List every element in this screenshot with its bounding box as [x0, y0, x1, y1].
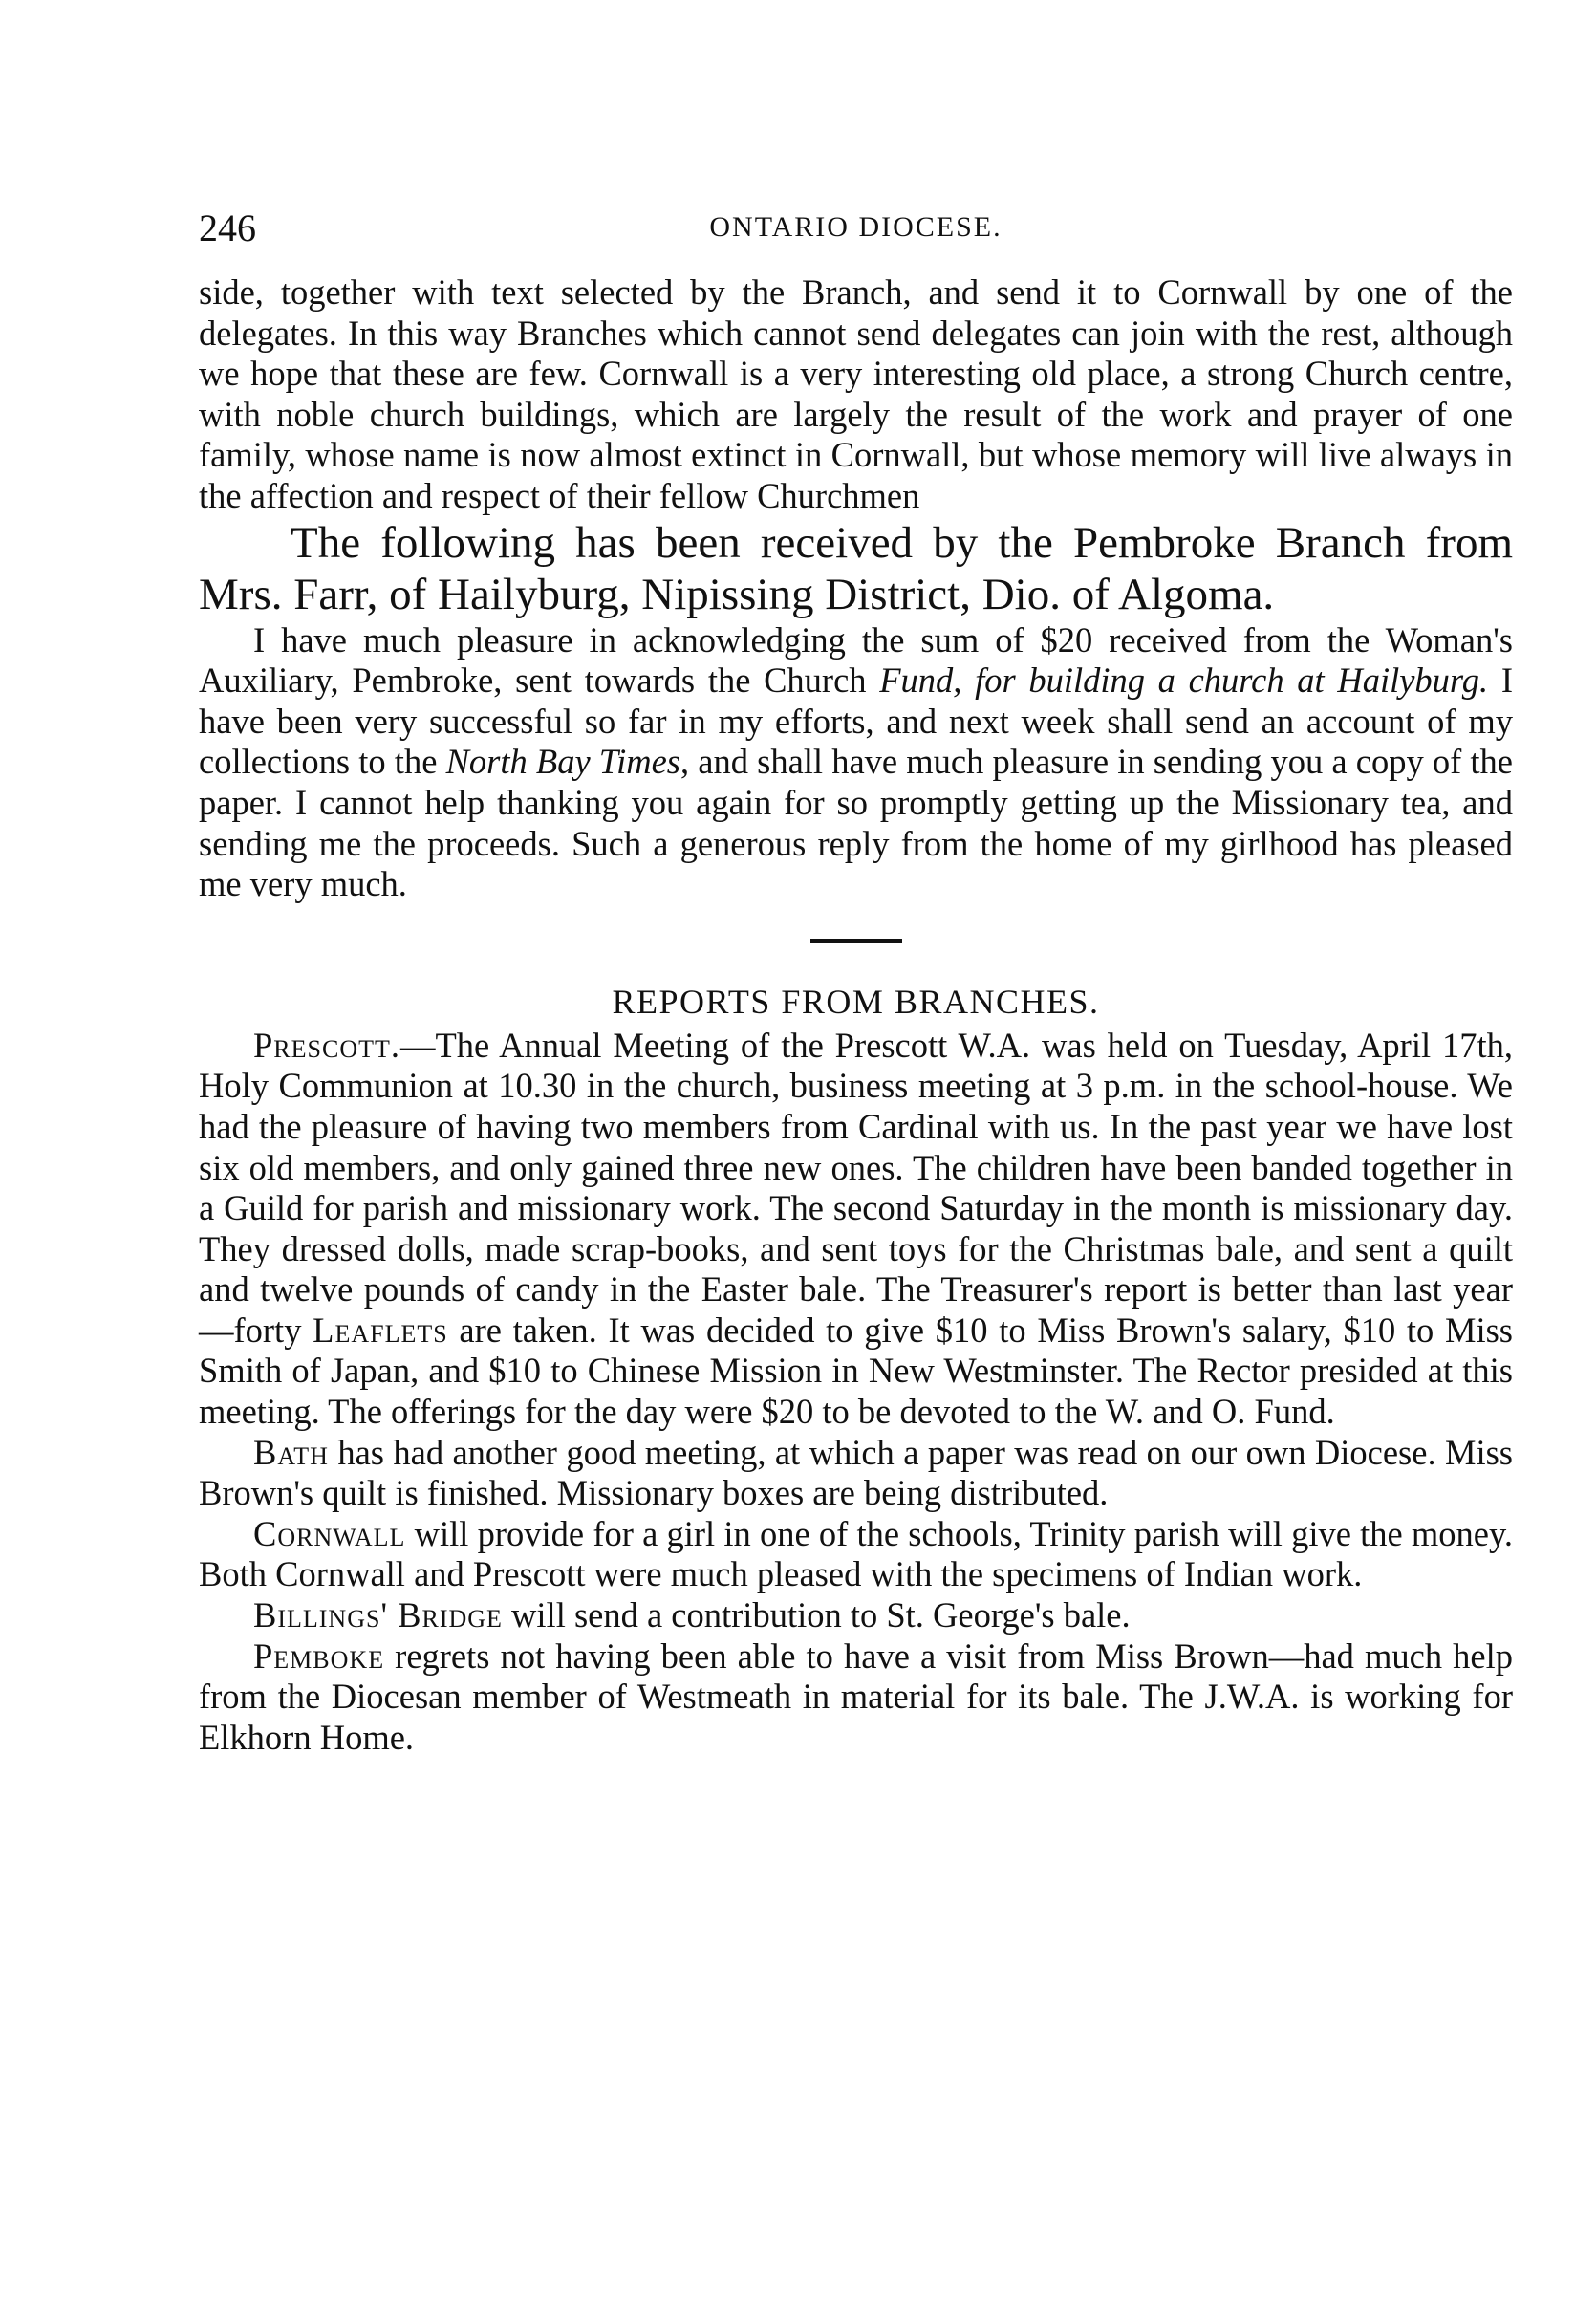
report-text-prescott-b: are taken. It was decided to give $10 to Miss Brown's salary, $10 to Miss Smith of Japan, and $10 to Chinese Mission in New Westminster. The Rector presided at this meeting. The offerings for the day were $20 to be devoted to the W. and O. Fund.: [199, 1310, 1514, 1432]
leaflets-term: Leaflets: [313, 1310, 448, 1350]
running-title: ONTARIO DIOCESE.: [709, 211, 1003, 243]
letter-paragraph: [199, 620, 1513, 905]
report-billings-bridge: [199, 1595, 1513, 1636]
branch-name-pembroke: Pemboke: [253, 1635, 385, 1676]
letter-text-c: , and shall have much pleasure in sending you a copy of the paper. I cannot help thanking you again for so promptly getting up the Missionary tea, and sending me the proceeds. Such a generous reply from the home of my girlhood has pleased me very much.: [199, 742, 1513, 904]
letter-text-a: I have much pleasure in acknowledging the sum of $20 received from the Woman's Auxiliary, Pembroke, sent towards the Church: [199, 619, 1513, 701]
letter-italic-newspaper: North Bay Times: [445, 742, 680, 782]
report-pembroke: [199, 1636, 1513, 1759]
report-text-billings-bridge: will send a contribution to St. George's bale.: [502, 1595, 1131, 1635]
letter-italic-fund: Fund, for building a church at Hailyburg.: [879, 660, 1489, 701]
report-prescott: [199, 1026, 1513, 1433]
section-divider: [810, 939, 902, 943]
running-head: [199, 206, 1513, 263]
section-title: REPORTS FROM BRANCHES.: [612, 982, 1100, 1021]
branch-name-bath: Bath: [253, 1432, 329, 1472]
branch-name-billings-bridge: Billings' Bridge: [253, 1595, 503, 1635]
page-number: 246: [199, 206, 256, 249]
report-text-pembroke: regrets not having been able to have a visit from Miss Brown—had much help from the Diocesan member of Westmeath in material for its bale. The J.W.A. is working for Elkhorn Home.: [199, 1635, 1513, 1757]
report-cornwall: [199, 1514, 1513, 1595]
report-text-cornwall: will provide for a girl in one of the schools, Trinity parish will give the money. Both Cornwall and Prescott were much pleased with the specimens of Indian work.: [199, 1513, 1513, 1594]
branch-name-cornwall: Cornwall: [253, 1513, 406, 1553]
letter-text-b: I have been very successful so far in my efforts, and next week shall send an account of my collections to the: [199, 660, 1514, 782]
continued-paragraph: side, together with text selected by the Branch, and send it to Cornwall by one of the delegates. In this way Branches which cannot send delegates can join with the rest, although we hope that these are few. Cornwall is a very interesting old place, a strong Church centre, with noble church buildings, which are largely the result of the work and prayer of one family, whose name is now almost extinct in Cornwall, but whose memory will live always in the affection and respect of their fellow Churchmen: [199, 272, 1513, 515]
document-page: [199, 206, 1513, 1758]
report-text-bath: has had another good meeting, at which a paper was read on our own Diocese. Miss Brown's quilt is finished. Missionary boxes are being distributed.: [199, 1432, 1513, 1513]
branch-name-prescott: Prescott.: [253, 1025, 400, 1065]
report-bath: [199, 1433, 1513, 1514]
report-text-prescott-a: —The Annual Meeting of the Prescott W.A. was held on Tuesday, April 17th, Holy Communion at 10.30 in the church, business meeting at 3 p.m. in the school-house. We had the pleasure of having two members from Cardinal with us. In the past year we have lost six old members, and only gained three new ones. The children have been banded together in a Guild for parish and missionary work. The second Saturday in the month is missionary day. They dressed dolls, made scrap-books, and sent toys for the Christmas bale, and sent a quilt and twelve pounds of candy in the Easter bale. The Treasurer's report is better than last year—forty: [199, 1025, 1513, 1350]
letter-introduction: The following has been received by the Pembroke Branch from Mrs. Farr, of Hailyburg, Nipissing District, Dio. of Algoma.: [199, 517, 1513, 619]
